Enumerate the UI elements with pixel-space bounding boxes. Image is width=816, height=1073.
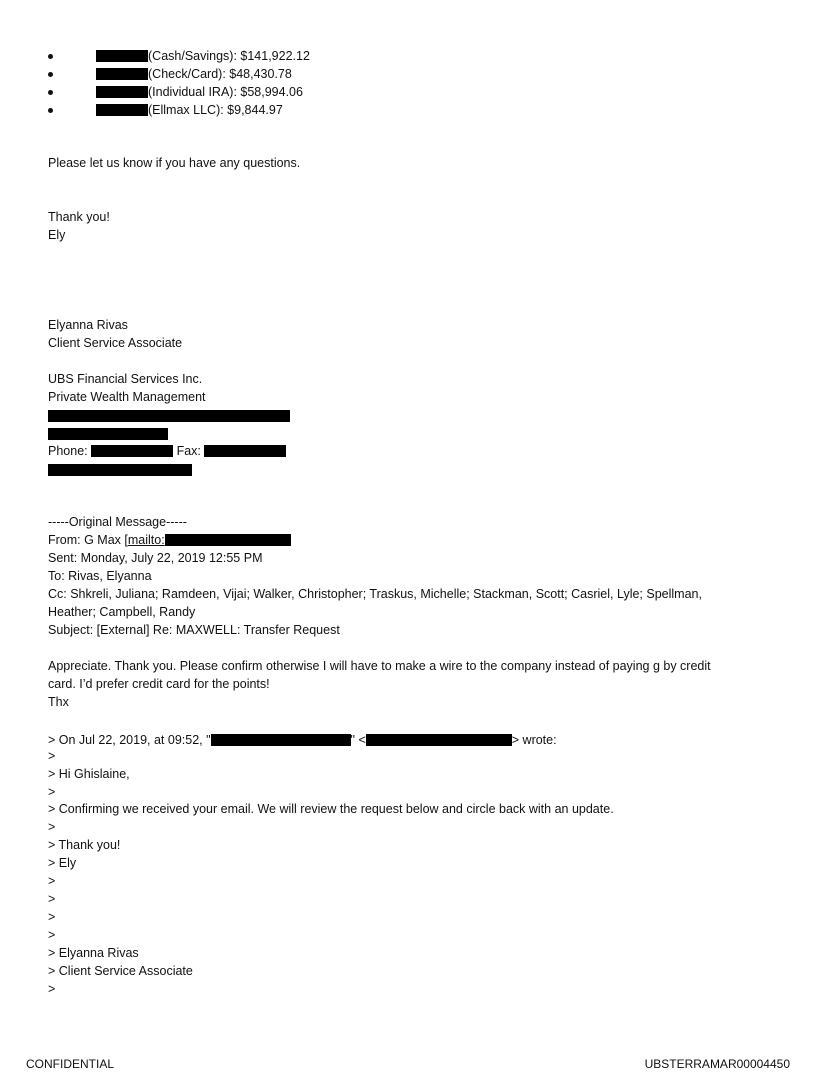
confidential-label: CONFIDENTIAL — [26, 1057, 115, 1071]
message-body-line: Thx — [48, 695, 69, 709]
redacted-sender-email — [366, 734, 512, 746]
redacted-phone — [91, 445, 173, 457]
to-line: To: Rivas, Elyanna — [48, 569, 152, 583]
redacted-fax — [204, 445, 286, 457]
sent-line: Sent: Monday, July 22, 2019 12:55 PM — [48, 551, 263, 565]
account-item — [96, 47, 310, 65]
bates-number: UBSTERRAMAR00004450 — [644, 1057, 790, 1071]
quoted-line: > Ely — [48, 856, 77, 870]
bullet-dot — [48, 108, 53, 113]
quoted-line: > Elyanna Rivas — [48, 946, 139, 960]
account-item — [96, 65, 292, 83]
quoted-line: > — [48, 820, 56, 834]
signoff-text: Ely — [48, 228, 66, 242]
signature-title: Client Service Associate — [48, 336, 183, 350]
account-label: (Cash/Savings): $141,922.12 — [148, 49, 310, 63]
quoted-header-mid: " < — [350, 733, 366, 747]
redaction-bar — [96, 104, 148, 116]
quoted-line: > Thank you! — [48, 838, 121, 852]
redacted-sender-name — [211, 734, 351, 746]
account-item — [96, 83, 303, 101]
redaction-bar — [96, 86, 148, 98]
phone-fax-line — [48, 442, 286, 460]
message-body-line: Appreciate. Thank you. Please confirm otherwise I will have to make a wire to the company instead of paying g by credit — [48, 659, 711, 673]
cc-line: Cc: Shkreli, Juliana; Ramdeen, Vijai; Walker, Christopher; Traskus, Michelle; Stackman, Scott; Casriel, Lyle; Spellman, — [48, 587, 702, 601]
redacted-email-line — [48, 464, 192, 476]
account-label: (Check/Card): $48,430.78 — [148, 67, 292, 81]
redacted-address-line — [48, 428, 168, 440]
redaction-bar — [96, 68, 148, 80]
quoted-header-suffix: > wrote: — [511, 733, 557, 747]
quoted-header — [48, 731, 557, 749]
quoted-line: > — [48, 874, 56, 888]
from-line — [48, 531, 291, 549]
signature-division: Private Wealth Management — [48, 390, 206, 404]
bullet-dot — [48, 54, 53, 59]
quoted-line: > Confirming we received your email. We will review the request below and circle back with an update. — [48, 802, 614, 816]
signature-name: Elyanna Rivas — [48, 318, 128, 332]
thanks-text: Thank you! — [48, 210, 110, 224]
account-item — [96, 101, 283, 119]
account-label: (Ellmax LLC): $9,844.97 — [148, 103, 283, 117]
subject-line: Subject: [External] Re: MAXWELL: Transfer Request — [48, 623, 340, 637]
quoted-header-prefix: > On Jul 22, 2019, at 09:52, " — [48, 733, 211, 747]
quoted-line: > — [48, 982, 56, 996]
message-body-line: card. I’d prefer credit card for the points! — [48, 677, 270, 691]
redaction-bar — [96, 50, 148, 62]
redacted-address-line — [48, 410, 290, 422]
fax-label: Fax: — [176, 444, 201, 458]
account-label: (Individual IRA): $58,994.06 — [148, 85, 303, 99]
quoted-line: > Client Service Associate — [48, 964, 193, 978]
phone-label: Phone: — [48, 444, 88, 458]
questions-text: Please let us know if you have any questions. — [48, 156, 301, 170]
quoted-line: > — [48, 892, 56, 906]
quoted-line: > — [48, 785, 56, 799]
quoted-line: > — [48, 910, 56, 924]
quoted-line: > Hi Ghislaine, — [48, 767, 130, 781]
from-prefix: From: G Max [ — [48, 533, 128, 547]
original-message-header: -----Original Message----- — [48, 515, 187, 529]
redacted-email — [165, 534, 291, 546]
quoted-line: > — [48, 749, 56, 763]
quoted-line: > — [48, 928, 56, 942]
cc-line-continued: Heather; Campbell, Randy — [48, 605, 196, 619]
bullet-dot — [48, 90, 53, 95]
mailto-link[interactable]: mailto: — [127, 533, 165, 547]
bullet-dot — [48, 72, 53, 77]
signature-company: UBS Financial Services Inc. — [48, 372, 203, 386]
